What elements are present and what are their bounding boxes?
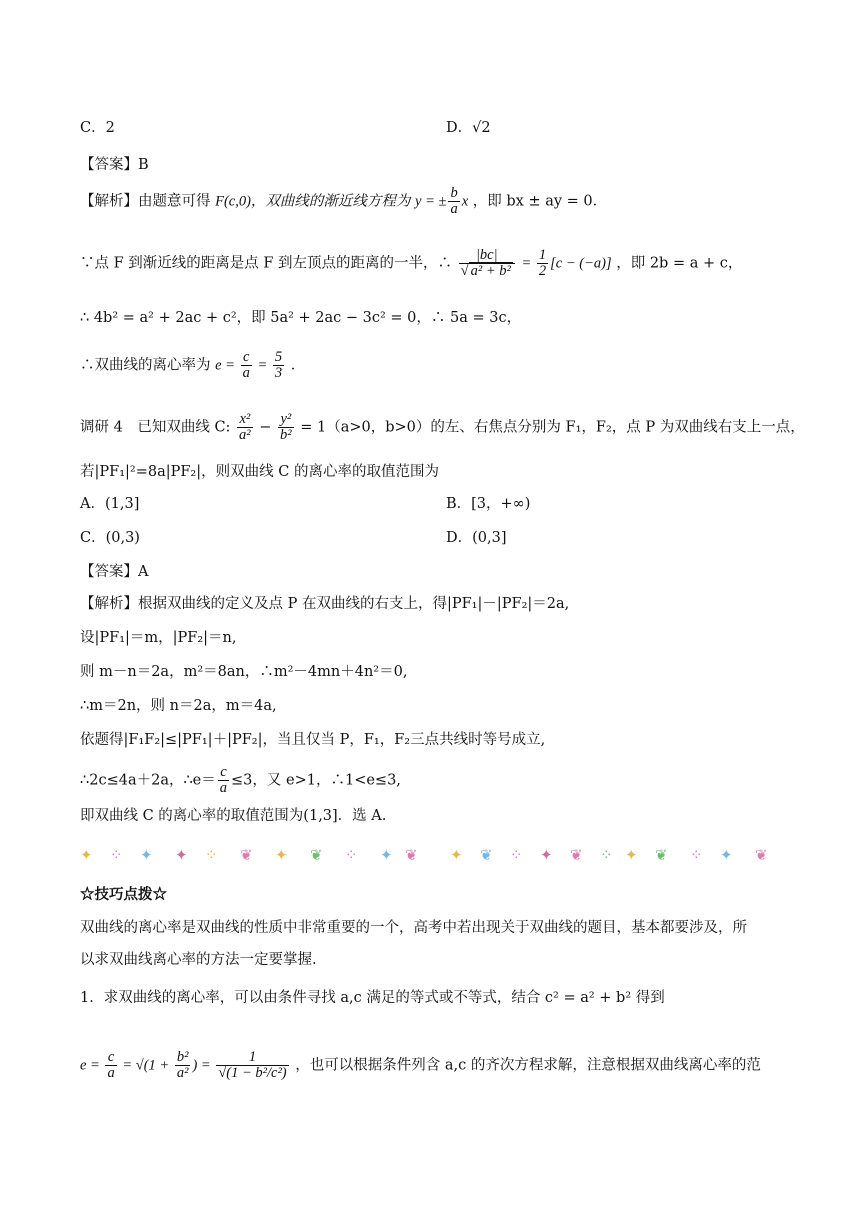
deco-candy-icon: ✦	[540, 846, 553, 864]
deco-butterfly-icon: ❦	[240, 846, 253, 864]
deco-dots-icon: ⁘	[510, 846, 523, 864]
deco-candy-icon: ✦	[275, 846, 288, 864]
solution-1-relation: ，即 2b = a + c，	[616, 255, 743, 272]
solution-1-end: ．	[290, 357, 306, 374]
deco-butterfly-icon: ❦	[755, 846, 768, 864]
c-over-a-fraction-2: $\frac{c}{a}$	[219, 764, 228, 796]
option-b: B．[3，+∞)	[446, 496, 531, 512]
deco-candy-icon: ✦	[140, 846, 153, 864]
question-4-condition: = 1（a>0，b>0）的左、右焦点分别为 F₁，F₂，点 P 为双曲线右支上一点，	[300, 419, 805, 436]
solution-2-line-6	[80, 765, 401, 796]
question-4-line-2: 若|PF₁|²=8a|PF₂|，则双曲线 C 的离心率的取值范围为	[80, 464, 439, 480]
option-a: A．(1,3]	[80, 496, 140, 512]
tip-title: ☆技巧点拨☆	[80, 886, 167, 903]
b-over-a-fraction: $\frac{b}{a}$	[450, 185, 458, 217]
deco-candy-icon: ✦	[380, 846, 393, 864]
distance-fraction: $\frac{|bc|}{\text{√ a² + b²}}$	[459, 248, 515, 279]
deco-candy-icon: ✦	[450, 846, 463, 864]
deco-butterfly-icon: ❦	[405, 846, 418, 864]
solution-2-line-2: 设|PF₁|＝m，|PF₂|＝n,	[80, 630, 237, 646]
deco-butterfly-icon: ❦	[310, 846, 323, 864]
deco-butterfly-icon: ❦	[570, 846, 583, 864]
solution-2-line-1: 【解析】根据双曲线的定义及点 P 在双曲线的右支上，得|PF₁|－|PF₂|＝2a,	[80, 596, 570, 612]
option-d: D．√2	[446, 120, 491, 136]
answer-1: 【答案】B	[80, 157, 149, 173]
solution-1-line-3: ∴ 4b² = a² + 2ac + c²，即 5a² + 2ac − 3c² = 0，∴ 5a = 3c，	[80, 310, 522, 326]
eccentricity-c-over-a: $\frac{c}{a}$	[107, 1049, 115, 1081]
solution-1-line-1: 【解析】由题意可得 F(c,0)，双曲线的渐近线方程为 y = ± $\frac{b}{a}$ x ，即 bx ± ay = 0．	[80, 185, 608, 217]
solution-2-inequality: ∴2c≤4a＋2a，∴e＝	[80, 772, 216, 789]
option-d-2: D．(0,3]	[446, 530, 507, 546]
decorative-border	[80, 842, 780, 868]
y2-over-b2: $\frac{\text{y²}}{\text{b²}}$	[280, 411, 292, 443]
method-1-continuation: ，也可以根据条件列含 a,c 的齐次方程求解，注意根据双曲线离心率的范	[295, 1057, 761, 1074]
b2-over-a2: $\frac{\text{b²}}{\text{a²}}$	[176, 1049, 189, 1081]
deco-dots-icon: ⁘	[345, 846, 358, 864]
deco-dots-icon: ⁘	[600, 846, 613, 864]
answer-2: 【答案】A	[80, 564, 149, 580]
deco-candy-icon: ✦	[720, 846, 733, 864]
deco-butterfly-icon: ❦	[480, 846, 493, 864]
deco-candy-icon: ✦	[80, 846, 93, 864]
question-4-intro: 调研 4 已知双曲线 C:	[80, 419, 231, 436]
solution-1-intro: 【解析】由题意可得	[80, 193, 211, 210]
five-thirds-fraction: $\frac{5}{3}$	[274, 349, 283, 381]
solution-2-line-4: ∴m＝2n，则 n＝2a，m＝4a,	[80, 698, 277, 714]
solution-1-eccentricity-text: ∴双曲线的离心率为	[80, 357, 211, 374]
solution-2-line-3: 则 m－n＝2a，m²＝8an，∴m²－4mn＋4n²＝0,	[80, 664, 408, 680]
deco-dots-icon: ⁘	[110, 846, 123, 864]
deco-candy-icon: ✦	[175, 846, 188, 864]
deco-dots-icon: ⁘	[205, 846, 218, 864]
eccentricity-reciprocal-form: $\frac{1}{\text{√(1 − b²/c²)}}$	[218, 1049, 287, 1081]
solution-2-line-7: 即双曲线 C 的离心率的取值范围为(1,3]．选 A.	[80, 808, 387, 824]
tip-paragraph-line-1: 双曲线的离心率是双曲线的性质中非常重要的一个，高考中若出现关于双曲线的题目，基本都要涉及，所	[80, 920, 747, 936]
deco-butterfly-icon: ❦	[655, 846, 668, 864]
solution-1-line-2: ∵点 F 到渐近线的距离是点 F 到左顶点的距离的一半，∴ $\frac{|bc|}{\text{√ a² + b²}}$ = $\frac{1}{2}$ [c − (−a)] ，即 2b = a + c，	[80, 247, 743, 279]
tip-paragraph-line-2: 以求双曲线离心率的方法一定要掌握.	[80, 952, 317, 968]
method-1-line-2: e = $\frac{c}{a}$ = √(1 + $\frac{\text{b²}}{\text{a²}}$ ) = $\frac{1}{\text{√(1 − b²/c²)}}$ ，也可以根据条件列含 a,c 的齐次方程求解，注意根据双曲线离心率的范	[80, 1049, 761, 1081]
method-1-line-1: 1．求双曲线的离心率，可以由条件寻找 a,c 满足的等式或不等式，结合 c² = a² + b² 得到	[80, 990, 665, 1006]
solution-1-line-4: ∴双曲线的离心率为 e = $\frac{c}{a}$ = $\frac{5}{3}$ ．	[80, 349, 306, 381]
solution-1-distance-text: ∵点 F 到渐近线的距离是点 F 到左顶点的距离的一半，∴	[80, 255, 453, 272]
c-over-a-fraction: $\frac{c}{a}$	[242, 349, 250, 381]
x2-over-a2: $\frac{\text{x²}}{\text{a²}}$	[239, 411, 251, 443]
solution-2-bound: ≤3，又 e>1，∴1<e≤3,	[231, 772, 401, 789]
question-4-line-1: 调研 4 已知双曲线 C: $\frac{\text{x²}}{\text{a²}}$ − $\frac{\text{y²}}{\text{b²}}$ = 1（a>0，b>0）的左、右焦点分别为 F₁，F₂，点 P 为双曲线右支上一点，	[80, 411, 805, 443]
deco-dots-icon: ⁘	[690, 846, 703, 864]
solution-2-line-5: 依题得|F₁F₂|≤|PF₁|＋|PF₂|，当且仅当 P，F₁，F₂三点共线时等号成立,	[80, 732, 546, 748]
option-c-2: C．(0,3)	[80, 530, 140, 546]
deco-candy-icon: ✦	[625, 846, 638, 864]
solution-1-asymptote-form: ，即 bx ± ay = 0．	[472, 193, 608, 210]
solution-1-asymptote-text: F(c,0)，双曲线的渐近线方程为	[215, 193, 411, 210]
option-c: C．2	[80, 120, 115, 136]
half-fraction: $\frac{1}{2}$	[538, 247, 547, 279]
